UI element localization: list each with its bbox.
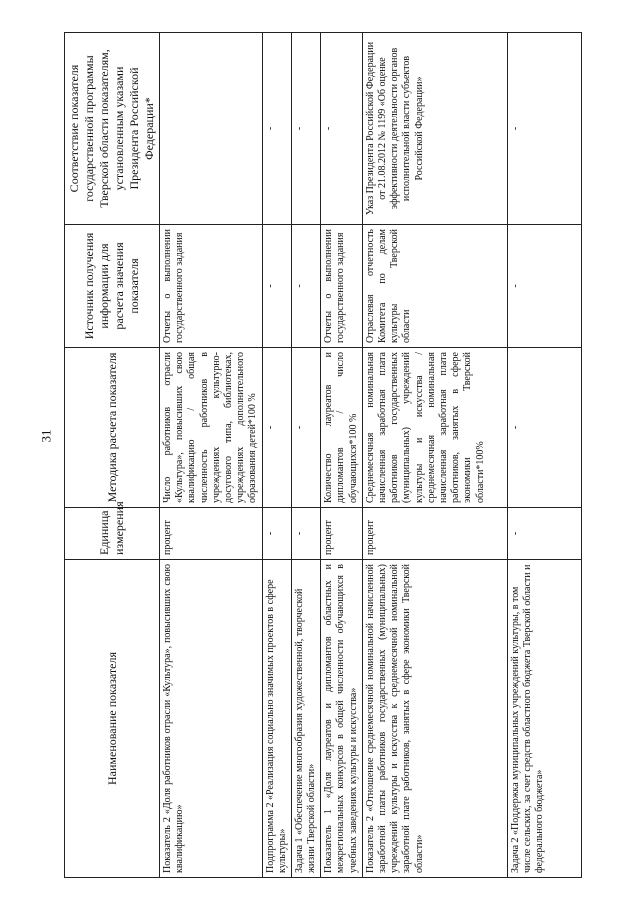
- dash-cell: -: [507, 348, 581, 508]
- indicator-unit: процент: [362, 508, 507, 560]
- subprogram-title: Подпрограмма 2 «Реализация социально значимых проектов в сфере культуры»: [262, 560, 291, 878]
- indicator-unit: процент: [321, 508, 363, 560]
- indicator-method: Количество лауреатов и дипломантов / число обучающихся*100 %: [321, 348, 363, 508]
- header-compliance: Соответствие показателя государственной программы Тверской области показателям, установленным указами Президента Российской Федерации*: [65, 33, 160, 225]
- header-method: Методика расчета показателя: [65, 348, 160, 508]
- task-title: Задача 1 «Обеспечение многообразия художественной, творческой жизни Тверской области»: [291, 560, 320, 878]
- task-title: Задача 2 «Поддержка муниципальных учреждений культуры, в том числе сельских, за счет средств областного бюджета Тверской области и федерального бюджета»: [507, 560, 581, 878]
- table-header-row: [65, 33, 160, 878]
- table-row: [160, 33, 263, 878]
- rotated-table-container: [64, 33, 582, 878]
- dash-cell: -: [507, 508, 581, 560]
- table-row: [262, 33, 291, 878]
- dash-cell: -: [262, 348, 291, 508]
- dash-cell: -: [262, 33, 291, 225]
- table-row: [291, 33, 320, 878]
- indicator-method: Среднемесячная номинальная начисленная заработная плата работников государственных (муниципальных) учреждений культуры и искусства / среднемесячная номинальная начисленная заработная плата работников, занятых в сфере экономики Тверской области*100%: [362, 348, 507, 508]
- indicator-compliance: [160, 33, 263, 225]
- indicator-unit: процент: [160, 508, 263, 560]
- dash-cell: -: [507, 225, 581, 348]
- header-unit: Единица измерения: [65, 508, 160, 560]
- dash-cell: -: [262, 225, 291, 348]
- header-source: Источник получения информации для расчета значения показателя: [65, 225, 160, 348]
- dash-cell: -: [291, 225, 320, 348]
- page-number: 31: [38, 429, 54, 443]
- indicator-source: Отраслевая отчетность Комитета по делам культуры Тверской области: [362, 225, 507, 348]
- indicator-compliance: -: [321, 33, 363, 225]
- table-row: [321, 33, 363, 878]
- indicator-method: Число работников отрасли «Культура», повысивших свою квалификацию / общая численность работников в учреждениях культурно-досугового типа, библиотеках, учреждениях дополнительного образования детей*100 %: [160, 348, 263, 508]
- dash-cell: -: [291, 508, 320, 560]
- indicator-compliance: Указ Президента Российской Федерации от 21.08.2012 № 1199 «Об оценке эффективности деятельности органов исполнительной власти субъектов Российской Федерации»: [362, 33, 507, 225]
- header-name: Наименование показателя: [65, 560, 160, 878]
- table-row: [362, 33, 507, 878]
- dash-cell: -: [507, 33, 581, 225]
- indicators-table: [64, 32, 582, 878]
- dash-cell: -: [291, 33, 320, 225]
- indicator-name: Показатель 2 «Доля работников отрасли «Культура», повысивших свою квалификацию»: [160, 560, 263, 878]
- indicator-source: Отчеты о выполнении государственного задания: [160, 225, 263, 348]
- dash-cell: -: [291, 348, 320, 508]
- indicator-name: Показатель 2 «Отношение среднемесячной номинальной начисленной заработной платы работников государственных (муниципальных) учреждений культуры и искусства к среднемесячной номинальной заработной плате работников, занятых в сфере экономики Тверской области»: [362, 560, 507, 878]
- indicator-source: Отчеты о выполнении государственного задания: [321, 225, 363, 348]
- dash-cell: -: [262, 508, 291, 560]
- indicator-name: Показатель 1 «Доля лауреатов и дипломантов областных и межрегиональных конкурсов в общей численности обучающихся в учебных заведениях культуры и искусства»: [321, 560, 363, 878]
- table-row: [507, 33, 581, 878]
